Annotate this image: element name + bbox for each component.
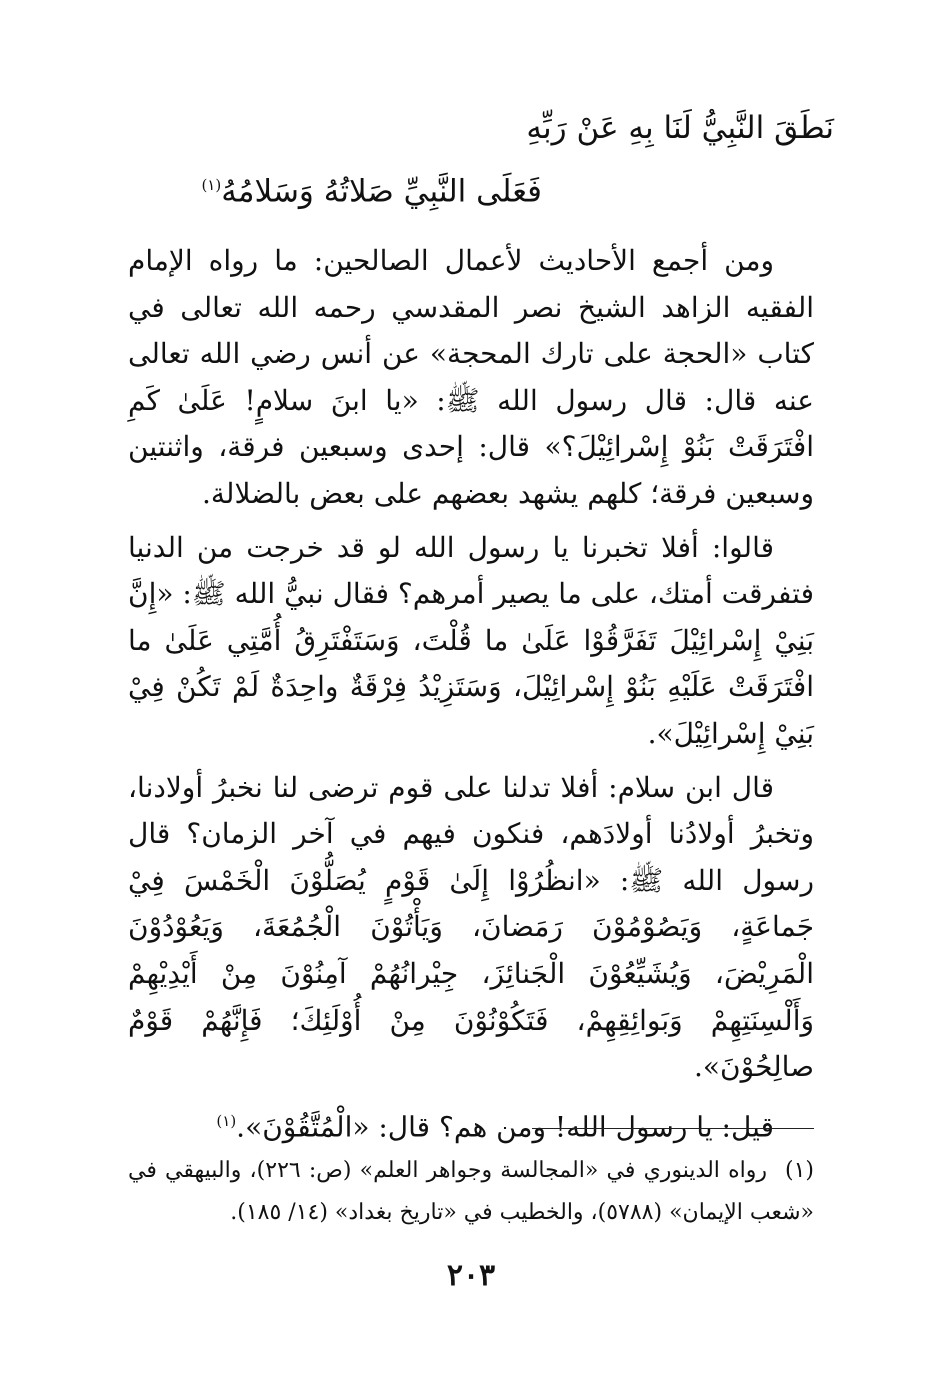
footnote-number: (١) [784, 1158, 814, 1183]
verse-1-text: نَطَقَ النَّبِيُّ لَنَا بِهِ عَنْ رَبِّهِ [526, 110, 834, 146]
paragraph-4-footnote-ref: (١) [216, 1111, 237, 1130]
poem-verse-2 [201, 165, 542, 211]
paragraph-3: قال ابن سلام: أفلا تدلنا على قوم ترضى لنا نخبرُ أولادنا، وتخبرُ أولادُنا أولادَهم، فنكون فيهم في آخر الزمان؟ قال رسول الله ﷺ: «انظُرُوْا إِلَىٰ قَوْمٍ يُصَلُّوْنَ الْخَمْسَ فِيْ جَماعَةٍ، وَيَصُوْمُوْنَ رَمَضانَ، وَيَأْتُوْنَ الْجُمُعَةَ، وَيَعُوْدُوْنَ الْمَرِيْضَ، وَيُشَيِّعُوْنَ الْجَنائِزَ، جِيْرانُهُمْ آمِنُوْنَ مِنْ أَيْدِيْهِمْ وَأَلْسِنَتِهِمْ وَبَوائِقِهِمْ، فَتَكُوْنُوْنَ مِنْ أُوْلَئِكَ؛ فَإِنَّهُمْ قَوْمٌ صالِحُوْنَ». [128, 770, 814, 1084]
footnote [128, 1150, 814, 1234]
footnote-separator [532, 1128, 814, 1129]
verse-2-text: فَعَلَى النَّبِيِّ صَلاتُهُ وَسَلامُهُ [221, 173, 542, 210]
page-number: ٢٠٣ [446, 1258, 496, 1293]
paragraph-4-text: قيل: يا رسول الله! ومن هم؟ قال: «الْمُتَّقُوْنَ». [236, 1110, 774, 1144]
poem-verse-1 [526, 108, 834, 148]
paragraph-2: قالوا: أفلا تخبرنا يا رسول الله لو قد خرجت من الدنيا فتفرقت أمتك، على ما يصير أمرهم؟ فقال نبيُّ الله ﷺ: «إِنَّ بَنِيْ إِسْرائِيْلَ تَفَرَّقُوْا عَلَىٰ ما قُلْتَ، وَسَتَفْتَرِقُ أُمَّتِي عَلَىٰ ما افْتَرَقَتْ عَلَيْهِ بَنُوْ إِسْرائِيْلَ، وَسَتَزِيْدُ فِرْقَةٌ واحِدَةٌ لَمْ تَكُنْ فِيْ بَنِيْ إِسْرائِيْلَ». [128, 530, 814, 750]
paragraph-4 [128, 1098, 814, 1151]
main-text [128, 238, 814, 1158]
paragraph-1: ومن أجمع الأحاديث لأعمال الصالحين: ما رواه الإمام الفقيه الزاهد الشيخ نصر المقدسي رحمه الله تعالى في كتاب «الحجة على تارك المحجة» عن أنس رضي الله تعالى عنه قال: قال رسول الله ﷺ: «يا ابنَ سلامٍ! عَلَىٰ كَمِ افْتَرَقَتْ بَنُوْ إِسْرائِيْلَ؟» قال: إحدى وسبعين فرقة، واثنتين وسبعين فرقة؛ كلهم يشهد بعضهم على بعض بالضلالة. [128, 244, 814, 510]
verse-footnote-ref: (١) [201, 176, 222, 194]
footnote-text: رواه الدينوري في «المجالسة وجواهر العلم» (ص: ٢٢٦)، والبيهقي في «شعب الإيمان» (٥٧٨٨)، والخطيب في «تاريخ بغداد» (١٤/ ١٨٥). [128, 1158, 814, 1225]
